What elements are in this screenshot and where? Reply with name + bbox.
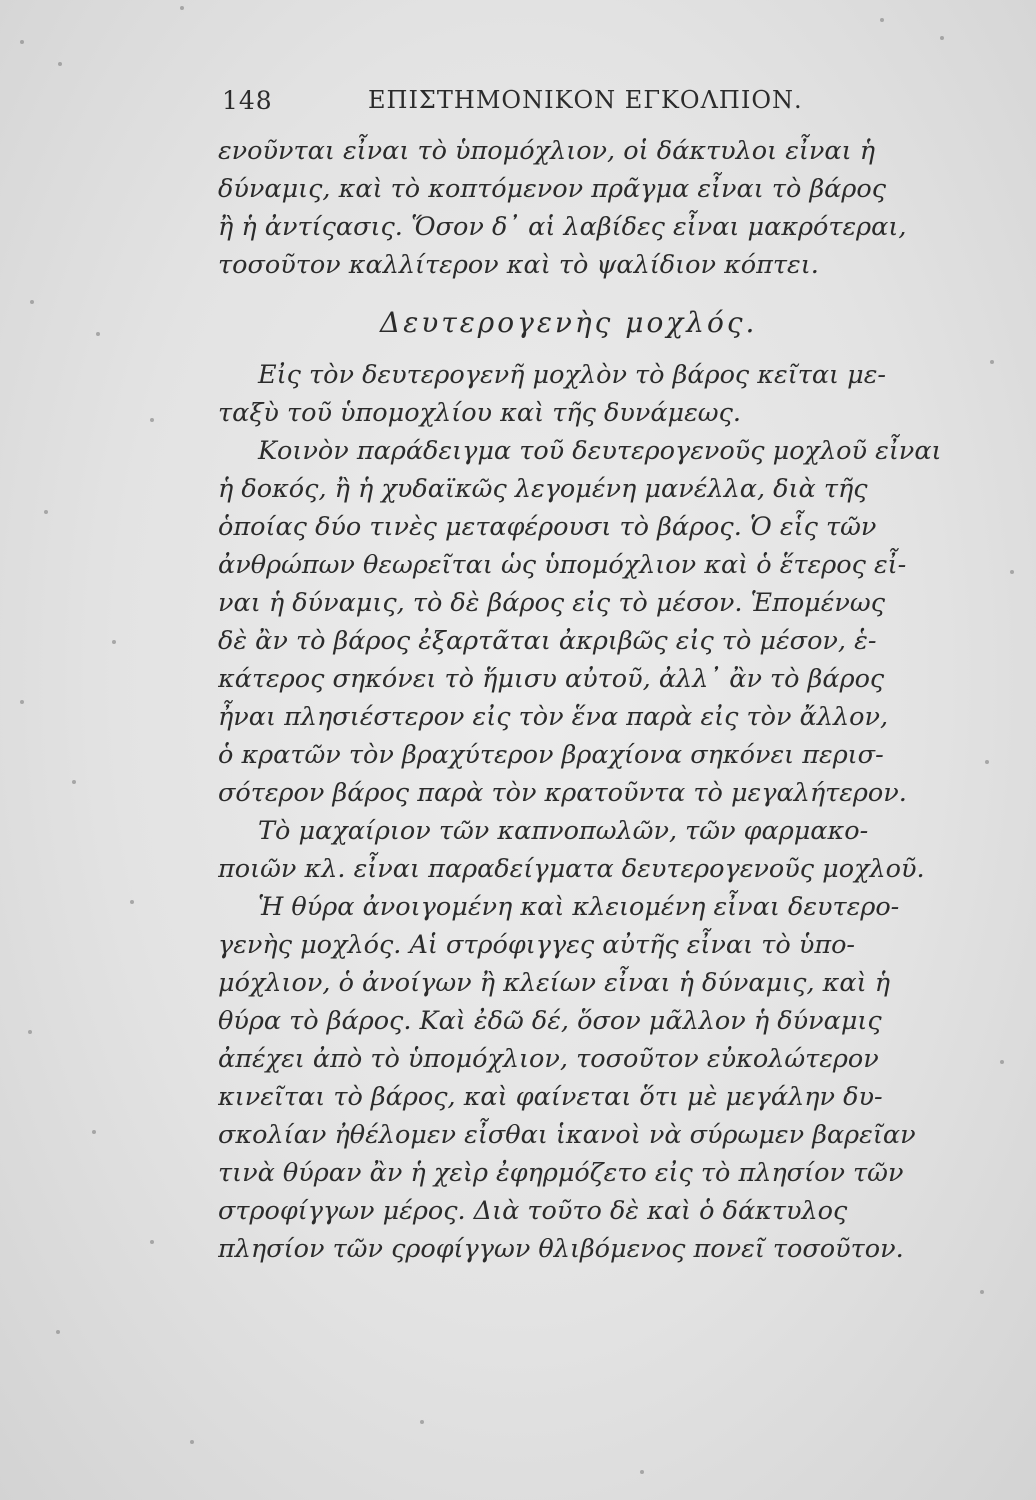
text-line: Τὸ μαχαίριον τῶν καπνοπωλῶν, τῶν φαρμακο- (258, 816, 869, 846)
text-line: ἢ ἡ ἀντίςασις. Ὅσον δ᾽ αἱ λαβίδες εἶναι μακρότεραι, (218, 212, 907, 242)
paper-speck (30, 300, 34, 304)
text-line: ὁποίας δύο τινὲς μεταφέρουσι τὸ βάρος. Ὁ εἷς τῶν (218, 512, 877, 542)
text-line: δύναμις, καὶ τὸ κοπτόμενον πρᾶγμα εἶναι τὸ βάρος (218, 174, 887, 204)
text-line: σκολίαν ἠθέλομεν εἶσθαι ἱκανοὶ νὰ σύρωμεν βαρεῖαν (218, 1120, 916, 1150)
paper-speck (56, 1330, 60, 1334)
text-line: ἡ δοκός, ἢ ἡ χυδαϊκῶς λεγομένη μανέλλα, διὰ τῆς (218, 474, 868, 504)
text-line: τοσοῦτον καλλίτερον καὶ τὸ ψαλίδιον κόπτει. (218, 250, 819, 280)
text-line: ἀπέχει ἀπὸ τὸ ὑπομόχλιον, τοσοῦτον εὐκολώτερον (218, 1044, 879, 1074)
paper-speck (985, 760, 989, 764)
paper-speck (44, 510, 48, 514)
paper-speck (130, 900, 134, 904)
paper-speck (180, 6, 184, 10)
paper-speck (20, 40, 24, 44)
text-line: ἦναι πλησιέστερον εἰς τὸν ἕνα παρὰ εἰς τὸν ἄλλον, (218, 702, 889, 732)
text-line: τινὰ θύραν ἂν ἡ χεὶρ ἐφηρμόζετο εἰς τὸ πλησίον τῶν (218, 1158, 904, 1188)
page-number: 148 (222, 86, 273, 115)
text-line: γενὴς μοχλός. Αἱ στρόφιγγες αὐτῆς εἶναι τὸ ὑπο- (218, 930, 856, 960)
paper-speck (150, 418, 154, 422)
text-line: Ἡ θύρα ἀνοιγομένη καὶ κλειομένη εἶναι δευτερο- (258, 892, 900, 922)
paper-speck (1010, 570, 1014, 574)
text-line: σότερον βάρος παρὰ τὸν κρατοῦντα τὸ μεγαλήτερον. (218, 778, 907, 808)
text-line: Εἰς τὸν δευτερογενῆ μοχλὸν τὸ βάρος κεῖται με- (258, 360, 887, 390)
text-line: μόχλιον, ὁ ἀνοίγων ἢ κλείων εἶναι ἡ δύναμις, καὶ ἡ (218, 968, 890, 998)
text-line: ὁ κρατῶν τὸν βραχύτερον βραχίονα σηκόνει περισ- (218, 740, 884, 770)
paper-speck (980, 1290, 984, 1294)
paper-speck (58, 62, 62, 66)
text-line: ἀνθρώπων θεωρεῖται ὡς ὑπομόχλιον καὶ ὁ ἕτερος εἶ- (218, 550, 907, 580)
paper-speck (420, 1420, 424, 1424)
page-body (218, 132, 962, 1268)
paper-speck (28, 1030, 32, 1034)
paper-speck (150, 1240, 154, 1244)
paper-speck (190, 1440, 194, 1444)
paper-speck (96, 332, 100, 336)
text-line: ναι ἡ δύναμις, τὸ δὲ βάρος εἰς τὸ μέσον. Ἑπομένως (218, 588, 886, 618)
text-line: πλησίον τῶν ςροφίγγων θλιβόμενος πονεῖ τοσοῦτον. (218, 1234, 904, 1264)
paper-speck (92, 1130, 96, 1134)
paper-speck (880, 18, 884, 22)
paper-speck (640, 1470, 644, 1474)
paper-speck (72, 780, 76, 784)
text-line: κινεῖται τὸ βάρος, καὶ φαίνεται ὅτι μὲ μεγάλην δυ- (218, 1082, 883, 1112)
running-title: ΕΠΙΣΤΗΜΟΝΙΚΟΝ ΕΓΚΟΛΠΙΟΝ. (368, 86, 803, 114)
paper-speck (940, 36, 944, 40)
text-line: Κοινὸν παράδειγμα τοῦ δευτερογενοῦς μοχλοῦ εἶναι (258, 436, 942, 466)
text-line: θύρα τὸ βάρος. Καὶ ἐδῶ δέ, ὅσον μᾶλλον ἡ δύναμις (218, 1006, 882, 1036)
page-header (222, 86, 962, 126)
text-line: δὲ ἂν τὸ βάρος ἐξαρτᾶται ἀκριβῶς εἰς τὸ μέσον, ἑ- (218, 626, 877, 656)
paper-speck (990, 360, 994, 364)
text-line: ταξὺ τοῦ ὑπομοχλίου καὶ τῆς δυνάμεως. (218, 398, 741, 428)
text-line: στροφίγγων μέρος. Διὰ τοῦτο δὲ καὶ ὁ δάκτυλος (218, 1196, 848, 1226)
text-line: ποιῶν κλ. εἶναι παραδείγματα δευτερογενοῦς μοχλοῦ. (218, 854, 925, 884)
text-line: κάτερος σηκόνει τὸ ἥμισυ αὐτοῦ, ἀλλ᾽ ἂν τὸ βάρος (218, 664, 885, 694)
paper-speck (20, 700, 24, 704)
section-heading: Δευτερογενὴς μοχλός. (380, 306, 758, 339)
paper-speck (1000, 1060, 1004, 1064)
text-line: ενοῦνται εἶναι τὸ ὑπομόχλιον, οἱ δάκτυλοι εἶναι ἡ (218, 136, 876, 166)
paper-speck (112, 640, 116, 644)
